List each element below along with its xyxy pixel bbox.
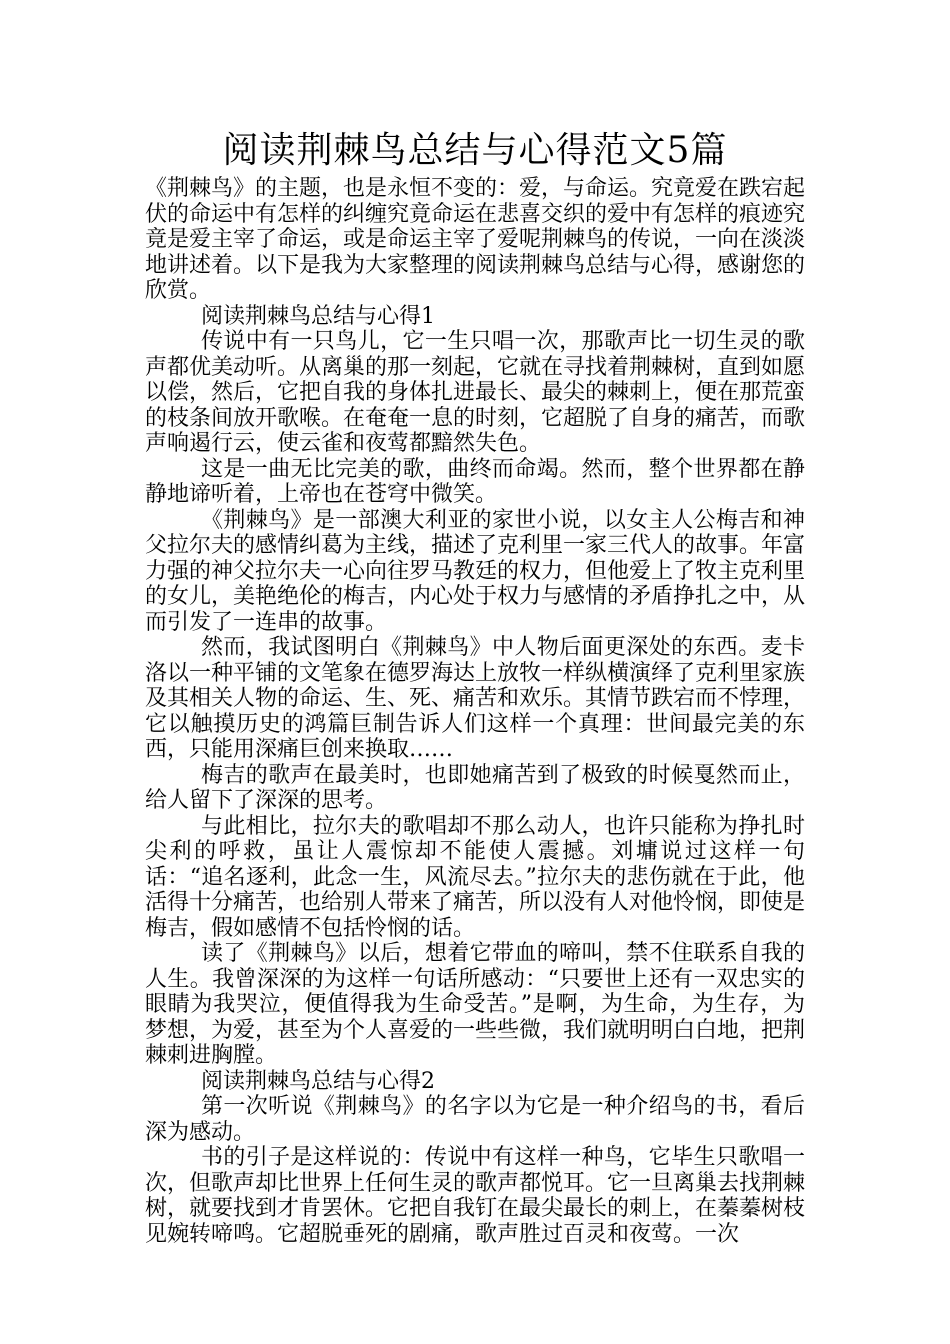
document-body: [145, 176, 805, 1247]
body-paragraph: 梅吉的歌声在最美时，也即她痛苦到了极致的时候戛然而止，给人留下了深深的思考。: [145, 762, 805, 813]
intro-paragraph: 《荆棘鸟》的主题，也是永恒不变的：爱，与命运。究竟爱在跌宕起伏的命运中有怎样的纠缠究竟命运在悲喜交织的爱中有怎样的痕迹究竟是爱主宰了命运，或是命运主宰了爱呢荆棘鸟的传说，一向在淡淡地讲述着。以下是我为大家整理的阅读荆棘鸟总结与心得，感谢您的欣赏。: [145, 176, 806, 303]
body-paragraph: 传说中有一只鸟儿，它一生只唱一次，那歌声比一切生灵的歌声都优美动听。从离巢的那一刻起，它就在寻找着荆棘树，直到如愿以偿，然后，它把自我的身体扎进最长、最尖的棘刺上，便在那荒蛮的枝条间放开歌喉。在奄奄一息的时刻，它超脱了自身的痛苦，而歌声响遏行云，使云雀和夜莺都黯然失色。: [145, 329, 806, 456]
body-paragraph: 《荆棘鸟》是一部澳大利亚的家世小说，以女主人公梅吉和神父拉尔夫的感情纠葛为主线，描述了克利里一家三代人的故事。年富力强的神父拉尔夫一心向往罗马教廷的权力，但他爱上了牧主克利里的女儿，美艳绝伦的梅吉，内心处于权力与感情的矛盾挣扎之中，从而引发了一连串的故事。: [145, 507, 806, 635]
body-paragraph: 读了《荆棘鸟》以后，想着它带血的啼叫，禁不住联系自我的人生。我曾深深的为这样一句话所感动：“只要世上还有一双忠实的眼睛为我哭泣，便值得我为生命受苦。”是啊，为生命，为生存，为梦想，为爱，甚至为个人喜爱的一些些微，我们就明明白白地，把荆棘刺进胸膛。: [145, 941, 806, 1068]
body-paragraph: 书的引子是这样说的：传说中有这样一种鸟，它毕生只歌唱一次，但歌声却比世界上任何生灵的歌声都悦耳。它一旦离巢去找荆棘树，就要找到才肯罢休。它把自我钉在最尖最长的刺上，在蓁蓁树枝见婉转啼鸣。它超脱垂死的剧痛，歌声胜过百灵和夜莺。一次: [145, 1145, 806, 1247]
body-paragraph: 然而，我试图明白《荆棘鸟》中人物后面更深处的东西。麦卡洛以一种平铺的文笔象在德罗海达上放牧一样纵横演绎了克利里家族及其相关人物的命运、生、死、痛苦和欢乐。其情节跌宕而不悖理，它以触摸历史的鸿篇巨制告诉人们这样一个真理：世间最完美的东西，只能用深痛巨创来换取……: [145, 635, 806, 762]
section-heading-2: 阅读荆棘鸟总结与心得2: [201, 1068, 435, 1094]
body-paragraph: 第一次听说《荆棘鸟》的名字以为它是一种介绍鸟的书，看后深为感动。: [145, 1094, 805, 1145]
body-paragraph: 与此相比，拉尔夫的歌唱却不那么动人，也许只能称为挣扎时尖利的呼救，虽让人震惊却不能使人震撼。刘墉说过这样一句话：“追名逐利，此念一生，风流尽去。”拉尔夫的悲伤就在于此，他活得十分痛苦，也给别人带来了痛苦，所以没有人对他怜悯，即使是梅吉，假如感情不包括怜悯的话。: [145, 813, 806, 941]
document-title: 阅读荆棘鸟总结与心得范文5篇: [222, 130, 728, 171]
document-page: [145, 128, 805, 1247]
body-paragraph: 这是一曲无比完美的歌，曲终而命竭。然而，整个世界都在静静地谛听着，上帝也在苍穹中微笑。: [145, 456, 805, 507]
section-heading-1: 阅读荆棘鸟总结与心得1: [201, 303, 435, 329]
